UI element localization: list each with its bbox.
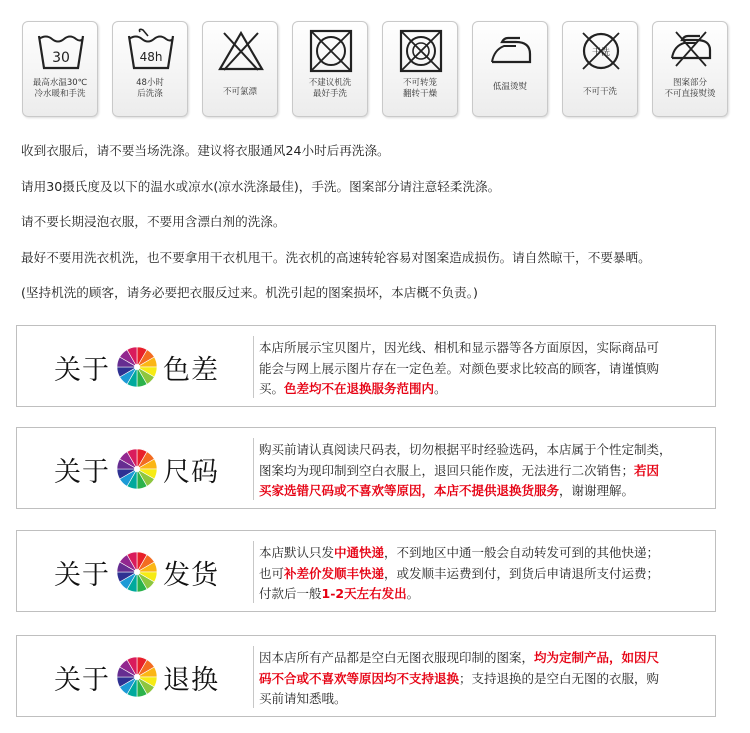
policy-title: [54, 447, 219, 491]
policy-title-prefix: 关于: [54, 456, 110, 488]
color-wheel-center: [134, 466, 140, 472]
policy-title: [54, 655, 219, 699]
caption-line: 不可转笼: [402, 78, 437, 88]
policy-box: [16, 427, 716, 509]
policy-text-segment: 付款后一般: [259, 586, 322, 601]
caption-line: 不建议机洗: [308, 78, 352, 88]
policy-title-prefix: 关于: [54, 559, 110, 591]
policy-text-line: [259, 543, 699, 564]
policy-text-line: [259, 461, 699, 482]
policy-highlight: 若因: [634, 462, 660, 478]
caption-line: 最好手洗: [312, 89, 347, 99]
policy-text: [259, 440, 699, 502]
color-wheel-icon: [116, 551, 158, 593]
policy-text-line: [259, 564, 699, 585]
policy-box: [16, 530, 716, 612]
caption-line: 翻转干燥: [402, 89, 437, 99]
policy-text-segment: ，或发顺丰运费到付，到货后申请退所支付运费；: [384, 565, 660, 581]
policy-text-segment: 买。: [259, 381, 285, 396]
policy-title: [54, 345, 219, 389]
policy-title-topic: 退换: [163, 664, 219, 696]
policy-text-line: [259, 648, 699, 669]
policy-highlight: 补差价发顺丰快递: [284, 565, 385, 581]
care-icon-caption: [653, 78, 727, 100]
policy-text-segment: 本店所展示宝贝图片，因光线、相机和显示器等各方面原因，实际商品可: [259, 340, 660, 355]
care-icon-card: [292, 21, 368, 117]
no-tumble-dry-icon: [396, 28, 446, 74]
no-machine-wash-icon: [306, 28, 356, 74]
policy-divider: [253, 336, 254, 398]
caption-line: 冷水暖和手洗: [34, 89, 86, 99]
policy-highlight: 中通快递: [334, 545, 385, 560]
color-wheel-icon: [116, 448, 158, 490]
color-wheel-center: [134, 364, 140, 370]
care-icon-caption: [563, 87, 637, 98]
policy-title-topic: 尺码: [163, 456, 219, 488]
policy-text-segment: ，谢谢理解。: [559, 483, 635, 498]
caption-line: 不可氯漂: [222, 87, 257, 97]
policy-text-line: [259, 669, 699, 690]
policy-title-topic: 色差: [163, 354, 219, 386]
policy-text-line: [259, 359, 699, 380]
no-direct-iron-icon: [666, 28, 716, 74]
policy-text-segment: 。: [434, 381, 447, 396]
policy-text-segment: ；支持退换的是空白无图的衣服，购: [459, 670, 660, 686]
care-icon-caption: [293, 78, 367, 100]
care-icon-card: [22, 21, 98, 117]
policy-text-line: [259, 584, 699, 605]
policy-text-segment: 因本店所有产品都是空白无图衣服现印制的图案，: [259, 650, 535, 665]
care-icon-card: [202, 21, 278, 117]
care-icon-caption: [23, 78, 97, 100]
wash-hours-label: 48h: [139, 50, 163, 64]
caption-line: 最高水温30℃: [32, 78, 88, 88]
policy-highlight: 1-2天左右发出: [321, 586, 407, 601]
policy-text-segment: 也可: [259, 565, 285, 581]
wash-30-icon: [36, 28, 86, 74]
caption-line: 48小时: [136, 78, 164, 88]
care-instructions: [21, 143, 731, 321]
policy-text-segment: 图案均为现印制到空白衣服上，退回只能作废，无法进行二次销售；: [259, 462, 635, 478]
policy-text-line: [259, 338, 699, 359]
care-icon-caption: [383, 78, 457, 100]
policy-text-segment: 。: [406, 586, 420, 601]
policy-box: [16, 635, 716, 717]
policy-highlight: 均为定制产品，如因尺: [534, 650, 660, 665]
care-icon-caption: [203, 87, 277, 98]
policy-text-line: [259, 689, 699, 710]
policy-text: [259, 338, 699, 400]
care-icon-card: [472, 21, 548, 117]
policy-text-segment: 购买前请认真阅读尺码表，切勿根据平时经验选码，本店属于个性定制类，: [259, 442, 672, 457]
policy-text-line: [259, 379, 699, 400]
policy-box: [16, 325, 716, 407]
care-icon-card: [112, 21, 188, 117]
policy-title-topic: 发货: [163, 559, 219, 591]
policy-text-segment: 买前请知悉哦。: [259, 691, 347, 706]
policy-divider: [253, 438, 254, 500]
care-icon-caption: [473, 82, 547, 93]
color-wheel-icon: [116, 346, 158, 388]
no-dry-clean-icon: [576, 28, 626, 74]
policy-divider: [253, 646, 254, 708]
caption-line: 不可直接熨烫: [664, 89, 716, 99]
low-iron-icon: [486, 28, 536, 74]
care-icons-row: [22, 21, 732, 117]
care-icon-card: [382, 21, 458, 117]
caption-line: 后洗涤: [137, 89, 163, 99]
care-instruction: (坚持机洗的顾客，请务必要把衣服反过来。机洗引起的图案损坏，本店概不负责。): [21, 285, 478, 300]
care-instruction: 最好不要用洗衣机洗，也不要拿用干衣机甩干。洗衣机的高速转轮容易对图案造成损伤。请自然晾干，不要暴晒。: [21, 249, 651, 265]
policy-text-segment: ，不到地区中通一般会自动转发可到的其他快递；: [384, 545, 660, 560]
care-icon-card: [562, 21, 638, 117]
policy-highlight: 码不合或不喜欢等原因均不支持退换: [259, 670, 460, 686]
care-icon-caption: [113, 78, 187, 100]
caption-line: 图案部分: [672, 78, 707, 88]
policy-text: [259, 648, 699, 710]
policy-text-line: [259, 440, 699, 461]
color-wheel-center: [134, 569, 140, 575]
color-wheel-center: [134, 674, 140, 680]
care-instruction: 请不要长期浸泡衣服，不要用含漂白剂的洗涤。: [21, 214, 286, 229]
policy-text-line: [259, 481, 699, 502]
hand-wash-48h-icon: [126, 28, 176, 74]
caption-line: 低温烫熨: [492, 82, 527, 92]
policy-text-segment: 本店默认只发: [259, 545, 335, 560]
color-wheel-icon: [116, 656, 158, 698]
policy-title-prefix: 关于: [54, 664, 110, 696]
policy-text: [259, 543, 699, 605]
policy-divider: [253, 541, 254, 603]
care-instruction: 收到衣服后，请不要当场洗涤。建议将衣服通风24小时后再洗涤。: [21, 143, 390, 158]
policy-highlight: 买家选错尺码或不喜欢等原因，本店不提供退换货服务: [259, 483, 560, 498]
dry-clean-symbol: 干洗: [591, 48, 611, 58]
policy-title-prefix: 关于: [54, 354, 110, 386]
no-bleach-icon: [216, 28, 266, 74]
care-icon-card: [652, 21, 728, 117]
policy-highlight: 色差均不在退换服务范围内: [284, 381, 435, 396]
care-instruction: 请用30摄氏度及以下的温水或凉水(凉水洗涤最佳)，手洗。图案部分请注意轻柔洗涤。: [21, 178, 501, 194]
wash-temp-label: 30: [52, 50, 70, 66]
caption-line: 不可干洗: [582, 87, 617, 97]
policy-title: [54, 550, 219, 594]
policy-text-segment: 能会与网上展示图片存在一定色差。对颜色要求比较高的顾客，请谨慎购: [259, 360, 660, 376]
